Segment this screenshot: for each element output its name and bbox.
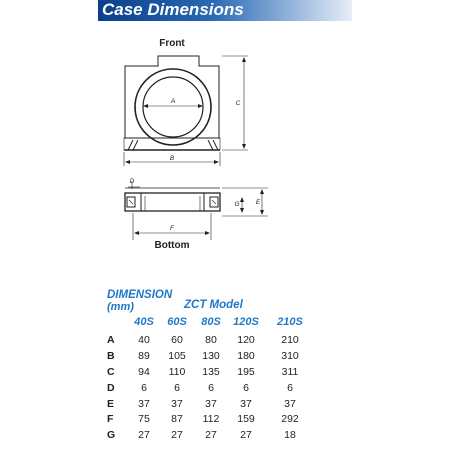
dim-label-a: A — [170, 98, 176, 105]
table-cell: 135 — [202, 366, 220, 378]
row-label: G — [107, 429, 116, 441]
table-cell: 27 — [171, 429, 183, 441]
column-header: 40S — [134, 316, 154, 328]
table-cell: 195 — [237, 366, 255, 378]
table-cell: 27 — [138, 429, 150, 441]
table-header-model: ZCT Model — [184, 299, 243, 311]
table-cell: 37 — [205, 398, 217, 410]
table-cell: 112 — [202, 413, 220, 425]
dim-label-c: C — [235, 100, 241, 107]
dim-label-f: F — [170, 225, 174, 232]
table-header-unit: (mm) — [107, 301, 134, 313]
column-header: 80S — [201, 316, 221, 328]
front-view-label: Front — [159, 38, 185, 49]
table-cell: 210 — [281, 334, 299, 346]
table-cell: 75 — [138, 413, 150, 425]
row-label: E — [107, 398, 115, 410]
table-header-dimension: DIMENSION — [107, 289, 173, 301]
row-label: C — [107, 366, 115, 378]
table-cell: 105 — [168, 350, 186, 362]
dim-label-d: D — [129, 178, 135, 185]
bottom-view-label: Bottom — [154, 240, 190, 251]
table-cell: 120 — [237, 334, 255, 346]
table-cell: 80 — [205, 334, 217, 346]
table-cell: 6 — [174, 382, 180, 394]
table-cell: 6 — [208, 382, 214, 394]
table-cell: 18 — [284, 429, 296, 441]
table-cell: 6 — [141, 382, 147, 394]
table-cell: 292 — [281, 413, 299, 425]
dim-label-b: B — [169, 155, 175, 162]
table-cell: 27 — [240, 429, 252, 441]
row-label: F — [107, 413, 114, 425]
table-cell: 310 — [281, 350, 299, 362]
table-cell: 110 — [168, 366, 186, 378]
column-header: 60S — [167, 316, 187, 328]
table-cell: 89 — [138, 350, 150, 362]
column-header: 120S — [233, 316, 259, 328]
table-cell: 94 — [138, 366, 150, 378]
page-title: Case Dimensions — [102, 0, 244, 19]
table-cell: 6 — [287, 382, 293, 394]
row-label: A — [107, 334, 115, 346]
column-header: 210S — [277, 316, 303, 328]
table-cell: 87 — [171, 413, 183, 425]
table-cell: 60 — [171, 334, 183, 346]
table-cell: 6 — [243, 382, 249, 394]
table-cell: 130 — [202, 350, 220, 362]
table-cell: 37 — [171, 398, 183, 410]
table-cell: 311 — [281, 366, 299, 378]
table-cell: 37 — [138, 398, 150, 410]
table-cell: 37 — [240, 398, 252, 410]
table-cell: 27 — [205, 429, 217, 441]
dim-label-e: E — [255, 199, 261, 206]
table-cell: 159 — [237, 413, 255, 425]
row-label: B — [107, 350, 115, 362]
table-cell: 180 — [237, 350, 255, 362]
table-cell: 40 — [138, 334, 150, 346]
row-label: D — [107, 382, 115, 394]
table-cell: 37 — [284, 398, 296, 410]
dim-label-g: G — [234, 201, 240, 208]
